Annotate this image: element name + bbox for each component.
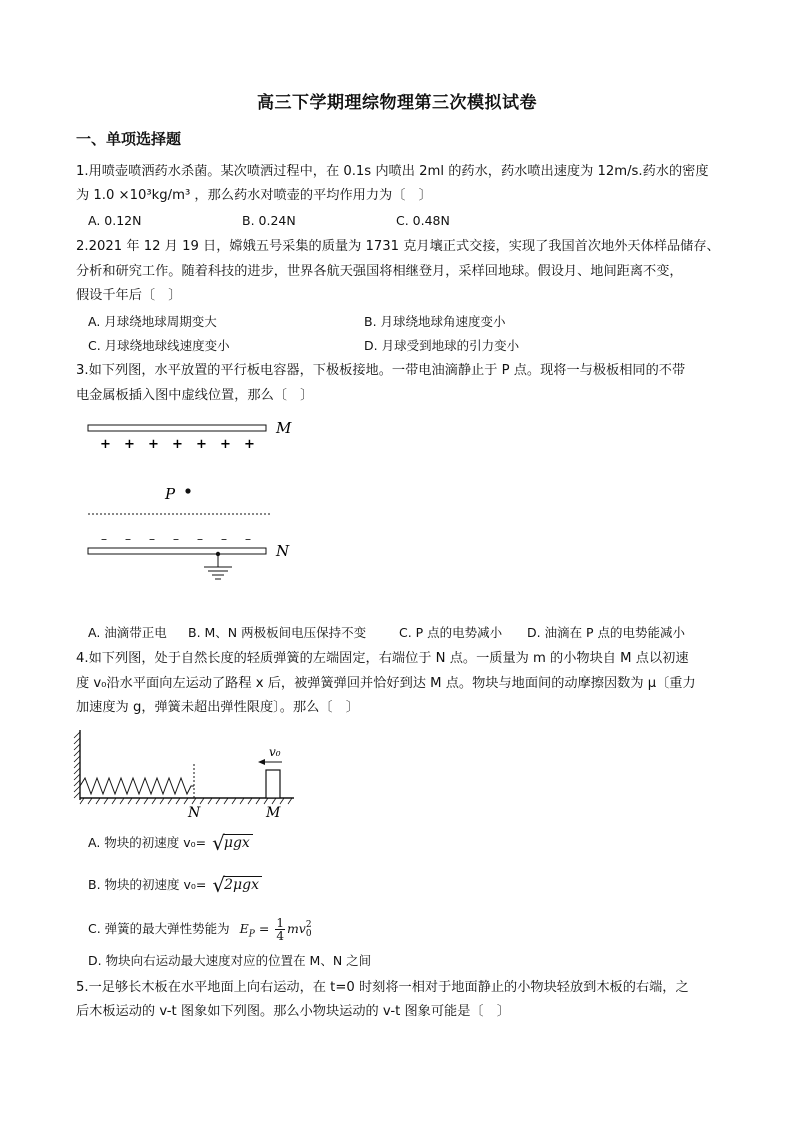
plus-charge: + <box>124 437 135 452</box>
bottom-plate-n <box>88 548 266 554</box>
q5-line2: 后木板运动的 v-t 图象如下列图。那么小物块运动的 v-t 图象可能是〔 〕 <box>76 1004 510 1019</box>
formula-e: E <box>239 921 249 936</box>
plus-charge: + <box>172 437 183 452</box>
ground-hatching <box>80 798 292 804</box>
minus-charge: – <box>101 532 107 546</box>
velocity-arrowhead <box>258 759 265 765</box>
q1-line1: 1.用喷壶喷洒药水杀菌。某次喷洒过程中，在 0.1s 内喷出 2ml 的药水，药水喷出速度为 12m/s.药水的密度 <box>76 164 709 179</box>
plus-charge: + <box>148 437 159 452</box>
spring-block-diagram <box>70 722 300 822</box>
q4-line1: 4.如下列图，处于自然长度的轻质弹簧的左端固定，右端位于 N 点。一质量为 m 的小物块自 M 点以初速 <box>76 651 689 666</box>
q4-option-a-expr: μgx <box>223 834 253 851</box>
q4-line2: 度 v₀沿水平面向左运动了路程 x 后，被弹簧弹回并恰好到达 M 点。物块与地面间的动摩擦因数为 μ〔重力 <box>76 676 696 691</box>
sqrt-expression: √μgx <box>212 834 253 851</box>
q2-option-b: B. 月球绕地球角速度变小 <box>364 314 506 329</box>
q4-option-c <box>88 917 312 943</box>
formula-sup: 2 <box>305 919 312 930</box>
minus-charge: – <box>221 532 227 546</box>
q4-option-b <box>88 873 262 897</box>
q4-option-a-text: A. 物块的初速度 v₀= <box>88 835 207 850</box>
q3-line1: 3.如下列图，水平放置的平行板电容器，下极板接地。一带电油滴静止于 P 点。现将一与极板相同的不带 <box>76 363 686 378</box>
q3-option-c: C. P 点的电势减小 <box>399 625 503 640</box>
ground-symbol <box>204 552 232 579</box>
q1-option-b: B. 0.24N <box>242 213 296 228</box>
minus-charge: – <box>149 532 155 546</box>
section-heading: 一、单项选择题 <box>76 130 182 148</box>
q3-option-a: A. 油滴带正电 <box>88 625 167 640</box>
q5-line1: 5.一足够长木板在水平地面上向右运动，在 t=0 时刻将一相对于地面静止的小物块轻放到木板的右端，之 <box>76 980 689 995</box>
plus-charge: + <box>100 437 111 452</box>
sqrt-expression: √2μgx <box>212 876 262 893</box>
q4-line3: 加速度为 g，弹簧未超出弹性限度〕。那么〔 〕 <box>76 700 359 715</box>
plus-charges <box>100 437 255 452</box>
q2-option-d: D. 月球受到地球的引力变小 <box>364 338 520 353</box>
elastic-energy-formula: $E_P$ = $\frac{1}{4}$ mv 2 0 <box>239 916 312 943</box>
fraction <box>275 917 285 942</box>
capacitor-diagram <box>80 415 310 585</box>
q2-option-a: A. 月球绕地球周期变大 <box>88 314 217 329</box>
spring <box>80 778 194 794</box>
q1-option-c: C. 0.48N <box>396 213 450 228</box>
minus-charges <box>101 532 251 546</box>
minus-charge: – <box>173 532 179 546</box>
q2-line1: 2.2021 年 12 月 19 日，嫦娥五号采集的质量为 1731 克月壤正式交接，实现了我国首次地外天体样品储存、 <box>76 239 720 254</box>
q4-option-d: D. 物块向右运动最大速度对应的位置在 M、N 之间 <box>88 953 372 968</box>
fraction-numerator: 1 <box>276 916 284 930</box>
page-title: 高三下学期理综物理第三次模拟试卷 <box>257 93 537 113</box>
formula-mv: mv <box>286 921 306 936</box>
q3-option-d: D. 油滴在 P 点的电势能减小 <box>527 625 686 640</box>
q3-option-b: B. M、N 两极板间电压保持不变 <box>188 625 367 640</box>
wall-hatching <box>74 732 80 798</box>
q4-option-c-text: C. 弹簧的最大弹性势能为 <box>88 921 230 936</box>
plus-charge: + <box>220 437 231 452</box>
q4-option-b-expr: 2μgx <box>223 876 262 893</box>
formula-rsub: 0 <box>305 928 312 939</box>
minus-charge: – <box>125 532 131 546</box>
minus-charge: – <box>197 532 203 546</box>
minus-charge: – <box>245 532 251 546</box>
q2-line2: 分析和研究工作。随着科技的进步，世界各航天强国将相继登月，采样回地球。假设月、地间距离不变， <box>76 264 683 279</box>
block <box>266 770 280 798</box>
plus-charge: + <box>196 437 207 452</box>
q1-option-a: A. 0.12N <box>88 213 142 228</box>
point-p-label: P <box>165 485 176 503</box>
q2-line3: 假设千年后〔 〕 <box>76 288 182 303</box>
top-plate-m <box>88 425 266 431</box>
q4-option-b-text: B. 物块的初速度 v₀= <box>88 877 207 892</box>
plate-n-label: N <box>276 542 290 560</box>
formula-sub-p: P <box>248 929 255 940</box>
m-label: M <box>266 805 281 821</box>
q3-line2: 电金属板插入图中虚线位置，那么〔 〕 <box>76 388 314 403</box>
oil-drop-point <box>185 488 190 493</box>
n-label: N <box>188 805 201 821</box>
q1-line2: 为 1.0 ×10³kg/m³ ，那么药水对喷壶的平均作用力为〔 〕 <box>76 188 432 203</box>
plus-charge: + <box>244 437 255 452</box>
q2-option-c: C. 月球绕地球线速度变小 <box>88 338 230 353</box>
plate-m-label: M <box>276 419 292 437</box>
fraction-denominator: 4 <box>276 929 284 943</box>
q4-option-a <box>88 831 253 855</box>
v0-label: v₀ <box>269 745 281 759</box>
